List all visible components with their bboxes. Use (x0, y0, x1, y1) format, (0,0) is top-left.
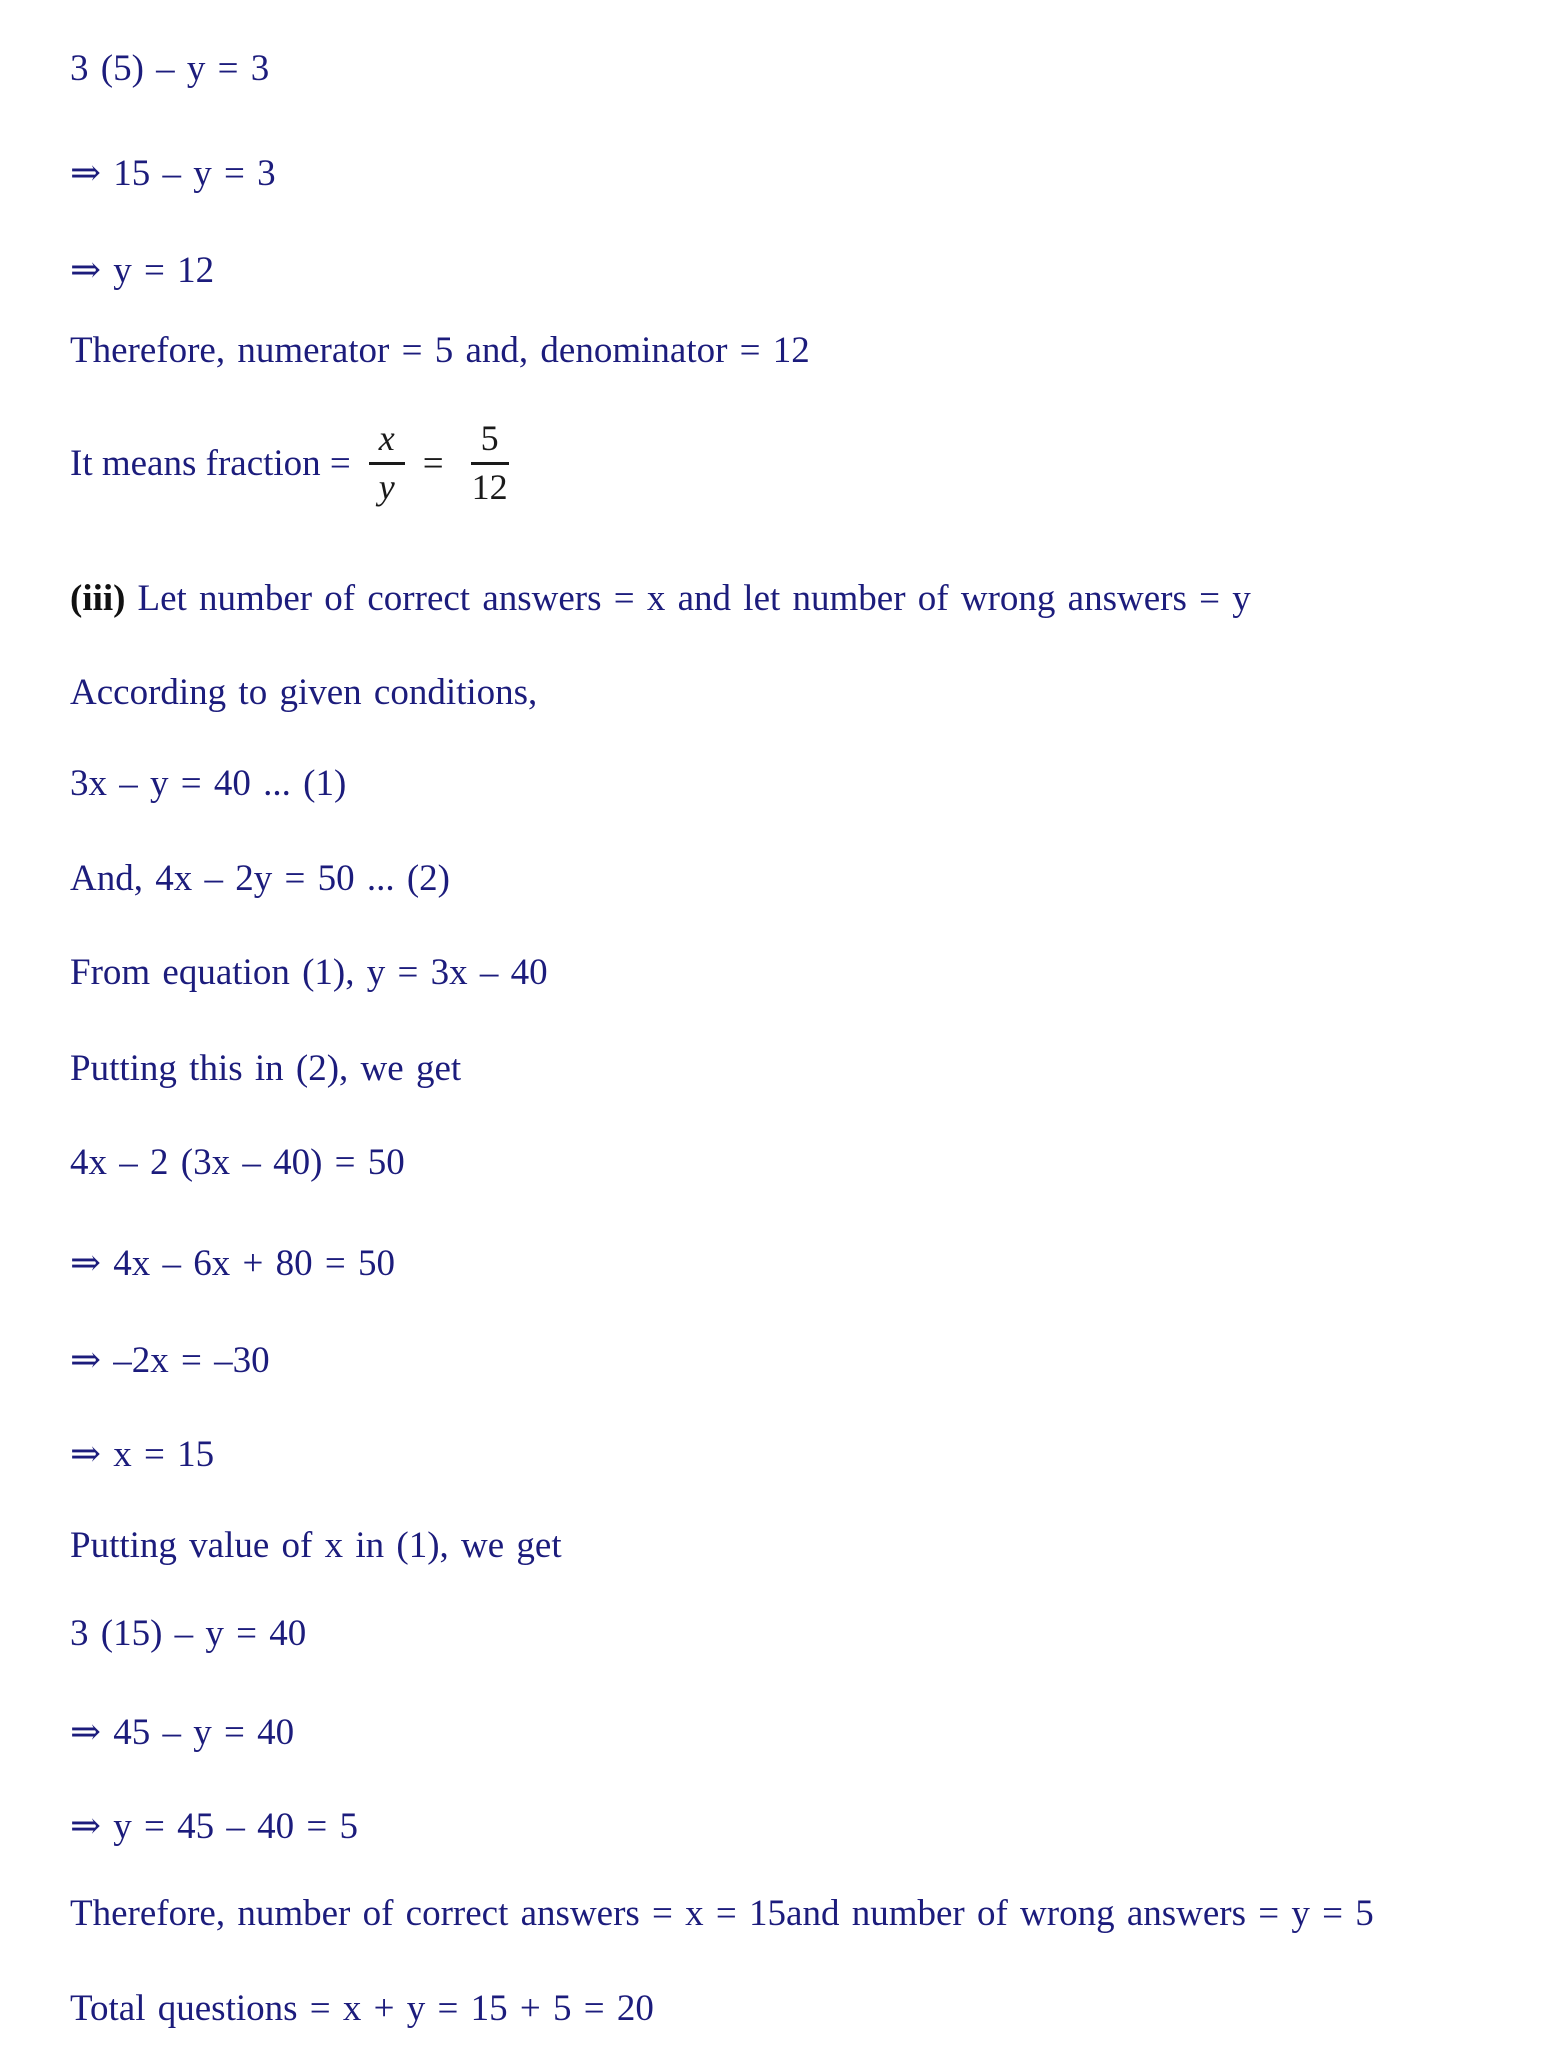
equation-line-12: 4x – 2 (3x – 40) = 50 (70, 1142, 405, 1183)
part-iii-statement-line (70, 578, 1514, 621)
part-iii-text: Let number of correct answers = x and let number of wrong answers = y (137, 578, 1251, 619)
fraction-denominator-y: y (378, 466, 395, 507)
fraction-equation-line (70, 393, 522, 533)
text-line-therefore-numerator: Therefore, numerator = 5 and, denominator = 12 (70, 330, 810, 371)
text-line-putting-value-x: Putting value of x in (1), we get (70, 1525, 562, 1566)
part-iii-label: (iii) (70, 578, 126, 619)
equation-line-3: ⇒ y = 12 (70, 250, 215, 291)
equation-line-9: And, 4x – 2y = 50 ... (2) (70, 858, 450, 899)
text-line-putting-this: Putting this in (2), we get (70, 1048, 462, 1089)
equation-line-17: 3 (15) – y = 40 (70, 1613, 307, 1654)
fraction-x-over-y (369, 418, 405, 508)
text-line-therefore-answers: Therefore, number of correct answers = x = 15and number of wrong answers = y = 5 (70, 1893, 1374, 1934)
equation-line-21: Total questions = x + y = 15 + 5 = 20 (70, 1988, 654, 2029)
equation-line-19: ⇒ y = 45 – 40 = 5 (70, 1806, 358, 1847)
text-line-according: According to given conditions, (70, 672, 538, 713)
equation-line-14: ⇒ –2x = –30 (70, 1340, 270, 1381)
equation-line-13: ⇒ 4x – 6x + 80 = 50 (70, 1243, 395, 1284)
equation-line-10: From equation (1), y = 3x – 40 (70, 952, 548, 993)
fraction-numerator-x: x (369, 418, 405, 464)
equation-line-15: ⇒ x = 15 (70, 1434, 215, 1475)
equation-line-1: 3 (5) – y = 3 (70, 48, 270, 89)
equals-sign: = (422, 442, 444, 484)
equation-line-2: ⇒ 15 – y = 3 (70, 153, 276, 194)
fraction-label: It means fraction = (70, 442, 351, 484)
fraction-denominator-12: 12 (471, 466, 508, 507)
equation-line-18: ⇒ 45 – y = 40 (70, 1712, 295, 1753)
fraction-numerator-5: 5 (471, 418, 509, 464)
equation-line-8: 3x – y = 40 ... (1) (70, 763, 347, 804)
fraction-5-over-12 (462, 418, 518, 508)
